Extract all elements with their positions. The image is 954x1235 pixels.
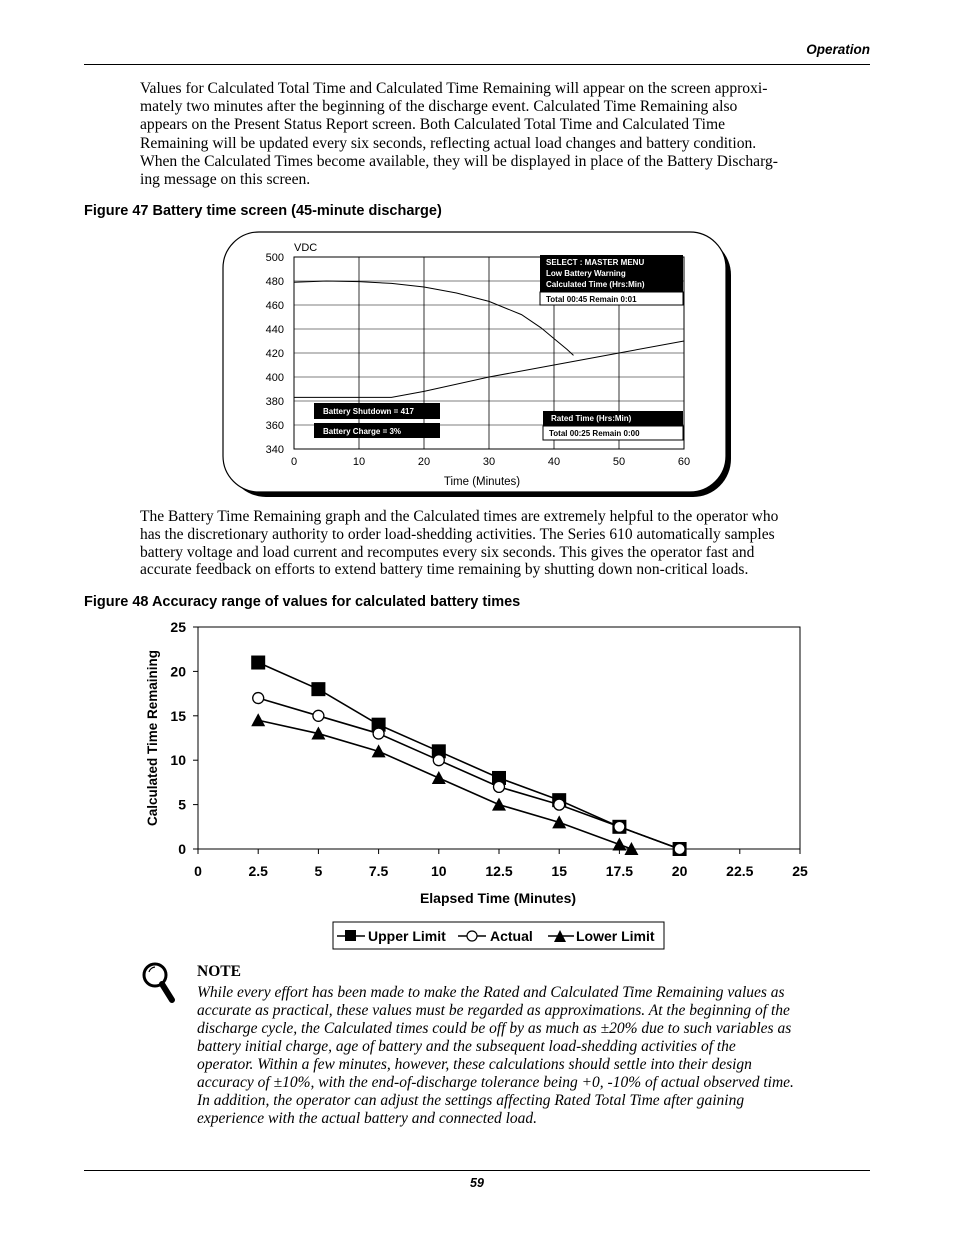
note-line: battery initial charge, age of battery and the subsequent load-shedding activities of the [197, 1038, 736, 1055]
figure48-x-tick-label: 2.5 [248, 863, 268, 879]
figure48-y-tick-label: 25 [170, 619, 186, 635]
select-menu-line: Low Battery Warning [546, 269, 626, 278]
legend-circle-marker [467, 931, 477, 941]
middle-line: battery voltage and load current and recomputes every six seconds. This gives the operator fast and [140, 543, 755, 561]
middle-line: The Battery Time Remaining graph and the Calculated times are extremely helpful to the operator who [140, 508, 779, 525]
figure48-y-tick-label: 15 [170, 707, 186, 724]
figure48-chart [130, 615, 820, 955]
rated-total-text: Total 00:25 Remain 0:00 [549, 429, 640, 438]
figure48-plot-area [198, 627, 800, 849]
note-line: operator. Within a few minutes, however, these calculations should settle into their design [197, 1056, 752, 1073]
figure47-x-tick-label: 50 [612, 456, 626, 468]
intro-paragraph [140, 80, 870, 189]
figure48-x-tick-label: 25 [792, 863, 808, 879]
figure48-x-tick-label: 17.5 [605, 863, 634, 879]
figure47-y-tick-label: 360 [265, 420, 284, 432]
intro-line: Remaining will be updated every six seconds, reflecting actual load changes and battery condition. [140, 134, 757, 152]
figure48-x-tick-label: 0 [194, 863, 202, 879]
intro-line: Values for Calculated Total Time and Calculated Time Remaining will appear on the screen approxi- [140, 80, 768, 97]
figure47-y-tick-label: 420 [265, 348, 284, 360]
figure48-x-tick-label: 7.5 [368, 863, 389, 879]
figure47-x-tick-label: 30 [482, 456, 496, 468]
rated-time-panel [543, 411, 683, 440]
figure48-x-tick-label: 12.5 [485, 863, 513, 879]
actual-point [614, 821, 625, 832]
figure47-caption: Figure 47 Battery time screen (45-minute discharge) [84, 203, 442, 219]
figure47-x-tick-label: 20 [417, 456, 431, 468]
rated-time-title: Rated Time (Hrs:Min) [551, 414, 632, 423]
note-title: NOTE [197, 963, 241, 980]
figure47-x-tick-label: 0 [290, 456, 298, 468]
note-line: While every effort has been made to make the Rated and Calculated Time Remaining values as [197, 984, 785, 1001]
intro-line: mately two minutes after the beginning of the discharge event. Calculated Time Remaining also [140, 98, 738, 116]
upper-limit-point [311, 682, 325, 696]
legend-upper-limit: Upper Limit [368, 928, 446, 944]
figure48-y-ticks [170, 619, 198, 857]
figure48-y-tick-label: 5 [178, 796, 186, 813]
actual-point [253, 693, 264, 704]
actual-point [373, 728, 384, 739]
figure47-x-label: Time (Minutes) [443, 476, 521, 488]
figure48-y-tick-label: 10 [170, 752, 186, 769]
actual-point [494, 781, 505, 792]
footer-rule [84, 1170, 870, 1171]
actual-point [313, 710, 324, 721]
legend-square-marker [345, 930, 356, 941]
calculated-total-text: Total 00:45 Remain 0:01 [546, 295, 637, 304]
figure48-y-label: Calculated Time Remaining [145, 649, 160, 827]
actual-point [433, 755, 444, 766]
note-line: experience with the actual battery and connected load. [197, 1110, 538, 1127]
middle-paragraph [140, 508, 870, 579]
figure48-x-tick-label: 10 [431, 863, 447, 879]
intro-line: appears on the Present Status Report screen. Both Calculated Total Time and Calculated Time [140, 116, 726, 134]
figure48-legend [333, 922, 664, 949]
note-line: accurate as practical, these values must be regarded as approximations. At the beginning of the [197, 1002, 790, 1019]
figure47-x-tick-label: 40 [547, 456, 561, 468]
upper-limit-point [251, 656, 265, 670]
select-menu-line: SELECT : MASTER MENU [546, 258, 645, 267]
note-line: accuracy of ±10%, with the end-of-discharge tolerance being +0, -10% of actual observed time. [197, 1074, 794, 1091]
figure48-y-tick-label: 20 [170, 663, 186, 680]
figure47-y-label: VDC [294, 242, 318, 254]
header-rule [84, 64, 870, 65]
figure47-y-tick-label: 440 [265, 324, 284, 336]
figure47-y-ticks [266, 252, 284, 456]
figure48-x-tick-label: 22.5 [726, 863, 754, 879]
figure47-x-tick-label: 60 [677, 456, 691, 468]
figure48-x-label: Elapsed Time (Minutes) [419, 890, 577, 906]
figure48-x-ticks [194, 849, 808, 879]
figure47-y-tick-label: 460 [265, 300, 284, 312]
page-number: 59 [470, 1176, 484, 1190]
intro-line: When the Calculated Times become available, they will be displayed in place of the Battery Discharg- [140, 152, 778, 170]
figure48-caption: Figure 48 Accuracy range of values for calculated battery times [84, 594, 521, 610]
figure48-x-tick-label: 5 [314, 863, 323, 879]
middle-line: accurate feedback on efforts to extend battery time remaining by shutting down non-critical loads. [140, 561, 749, 579]
figure47-y-tick-label: 340 [265, 444, 284, 456]
figure47-y-tick-label: 500 [265, 252, 284, 264]
figure47-screen [215, 225, 740, 505]
legend-lower-limit: Lower Limit [576, 928, 655, 944]
middle-line: has the discretionary authority to order load-shedding activities. The Series 610 automatically samples [140, 525, 775, 543]
actual-point [674, 844, 685, 855]
running-header: Operation [806, 42, 870, 57]
intro-line: ing message on this screen. [140, 171, 311, 189]
battery-charge-label: Battery Charge = 3% [323, 427, 402, 436]
battery-shutdown-label: Battery Shutdown = 417 [323, 407, 414, 416]
select-menu-panel [540, 255, 683, 305]
figure47-x-tick-label: 10 [352, 456, 366, 468]
note-line: In addition, the operator can adjust the settings affecting Rated Total Time after gaining [197, 1092, 745, 1109]
figure47-y-tick-label: 480 [265, 276, 284, 288]
magnifier-icon [140, 960, 180, 1008]
note-line: discharge cycle, the Calculated times could be off by as much as ±20% due to such variables as [197, 1020, 792, 1037]
figure47-y-tick-label: 400 [265, 372, 284, 384]
legend-actual: Actual [490, 928, 533, 944]
figure47-y-tick-label: 380 [265, 396, 284, 408]
figure48-x-tick-label: 15 [551, 863, 567, 879]
figure48-x-tick-label: 20 [671, 863, 688, 879]
actual-point [554, 799, 565, 810]
figure48-y-tick-label: 0 [178, 841, 186, 857]
select-menu-line: Calculated Time (Hrs:Min) [546, 280, 645, 289]
